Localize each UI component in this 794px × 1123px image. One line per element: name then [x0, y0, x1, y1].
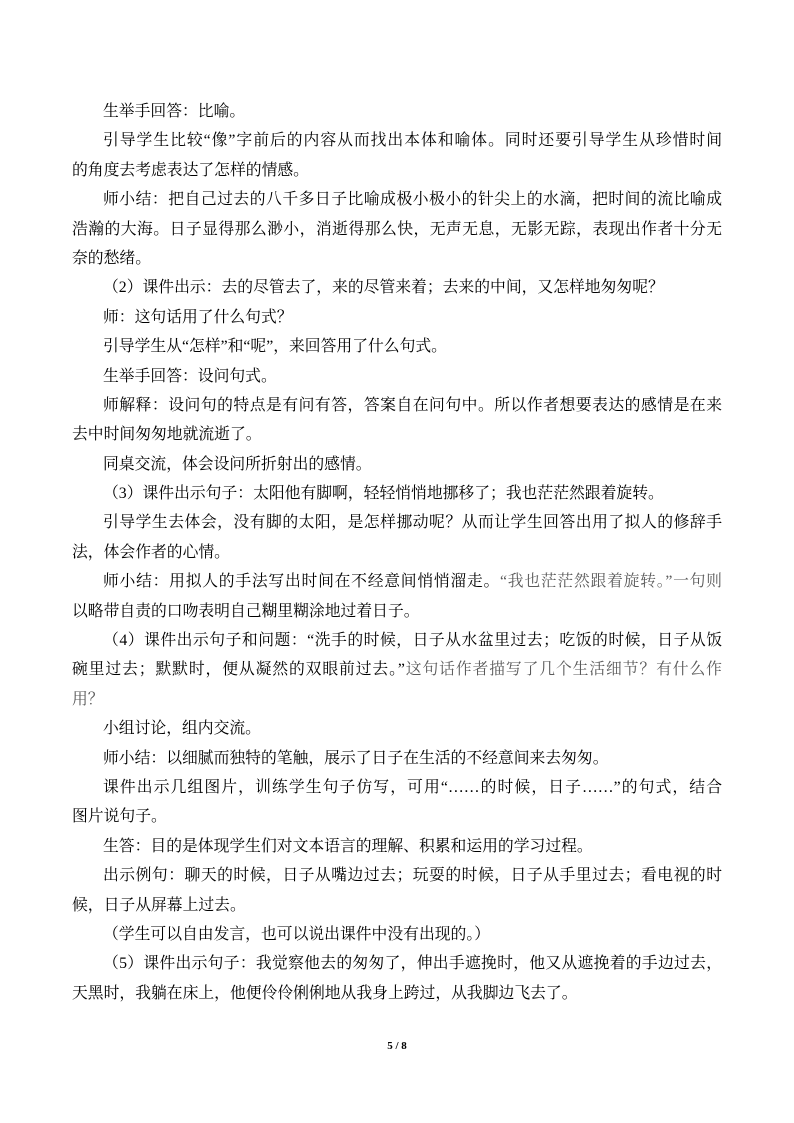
text-line	[72, 332, 722, 361]
text-segment: 出示例句：聊天的时候，日子从嘴边过去；玩耍的时候，日子从手里过去；看电视的时	[103, 867, 722, 885]
text-segment: 生举手回答：设问句式。	[103, 367, 277, 385]
paragraph	[72, 479, 722, 508]
text-segment: 浩瀚的大海。日子显得那么渺小，消逝得那么快，无声无息，无影无踪，表现出作者十分无	[72, 220, 722, 238]
paragraph	[72, 567, 722, 626]
paragraph	[72, 949, 722, 1008]
text-line	[72, 450, 722, 479]
paragraph	[72, 508, 722, 567]
text-segment: （学生可以自由发言，也可以说出课件中没有出现的。）	[103, 925, 491, 943]
text-line	[72, 920, 722, 949]
text-segment: 同桌交流，体会设问所折射出的感情。	[103, 455, 372, 473]
text-line	[72, 508, 722, 537]
text-line	[72, 773, 722, 802]
paragraph	[72, 714, 722, 743]
text-segment: （5）课件出示句子：我觉察他去的匆匆了，伸出手遮挽时，他又从遮挽着的手边过去，	[103, 955, 722, 973]
gray-text-segment: 用？	[72, 690, 104, 708]
page-number: 5 / 8	[387, 1040, 407, 1052]
text-line	[72, 597, 722, 626]
text-line	[72, 626, 722, 655]
text-line	[72, 273, 722, 302]
text-line	[72, 156, 722, 185]
paragraph	[72, 773, 722, 832]
text-segment: 引导学生比较“像”字前后的内容从而找出本体和喻体。同时还要引导学生从珍惜时间	[103, 132, 722, 150]
text-segment: 候，日子从屏幕上过去。	[72, 896, 246, 914]
text-segment: 天黑时，我躺在床上，他便伶伶俐俐地从我身上跨过，从我脚边飞去了。	[72, 984, 578, 1002]
text-line	[72, 567, 722, 596]
text-segment: 师解释：设问句的特点是有问有答，答案自在问句中。所以作者想要表达的感情是在来	[103, 396, 722, 414]
text-segment: 生答：目的是体现学生们对文本语言的理解、积累和运用的学习过程。	[103, 837, 593, 855]
text-line	[72, 362, 722, 391]
paragraph	[72, 185, 722, 273]
text-segment: 小组讨论，组内交流。	[103, 720, 261, 738]
text-segment: 以略带自责的口吻表明自己糊里糊涂地过着日子。	[72, 602, 420, 620]
text-line	[72, 391, 722, 420]
paragraph	[72, 832, 722, 861]
text-segment: 去中时间匆匆地就流逝了。	[72, 426, 262, 444]
text-segment: 图片说句子。	[72, 808, 167, 826]
text-line	[72, 655, 722, 684]
text-line	[72, 832, 722, 861]
paragraph	[72, 920, 722, 949]
text-segment: 师小结：把自己过去的八千多日子比喻成极小极小的针尖上的水滴，把时间的流比喻成	[103, 191, 722, 209]
text-line	[72, 891, 722, 920]
text-segment: 师小结：以细腻而独特的笔触，展示了日子在生活的不经意间来去匆匆。	[103, 749, 609, 767]
lesson-plan-body	[72, 97, 722, 1008]
paragraph	[72, 362, 722, 391]
text-segment: （4）课件出示句子和问题：“洗手的时候，日子从水盆里过去；吃饭的时候，日子从饭	[103, 632, 722, 650]
paragraph	[72, 126, 722, 185]
paragraph	[72, 861, 722, 920]
text-line	[72, 126, 722, 155]
text-segment: 师小结：用拟人的手法写出时间在不经意间悄悄溜走。	[103, 573, 501, 591]
text-line	[72, 303, 722, 332]
text-segment: （2）课件出示：去的尽管去了，来的尽管来着；去来的中间，又怎样地匆匆呢？	[103, 279, 664, 297]
text-segment: （3）课件出示句子：太阳他有脚啊，轻轻悄悄地挪移了；我也茫茫然跟着旋转。	[103, 485, 664, 503]
paragraph	[72, 626, 722, 714]
text-segment: 的角度去考虑表达了怎样的情感。	[72, 161, 309, 179]
text-segment: 引导学生从“怎样”和“呢”，来回答用了什么句式。	[103, 338, 447, 356]
text-line	[72, 802, 722, 831]
text-line	[72, 244, 722, 273]
text-line	[72, 949, 722, 978]
text-segment: 师：这句话用了什么句式？	[103, 308, 293, 326]
text-segment: 引导学生去体会，没有脚的太阳，是怎样挪动呢？从而让学生回答出用了拟人的修辞手	[103, 514, 722, 532]
text-line	[72, 861, 722, 890]
text-line	[72, 979, 722, 1008]
paragraph	[72, 273, 722, 302]
text-segment: 碗里过去；默默时，便从凝然的双眼前过去。”	[72, 661, 405, 679]
paragraph	[72, 332, 722, 361]
text-segment: 课件出示几组图片，训练学生句子仿写，可用“……的时候，日子……”的句式，结合	[103, 778, 722, 796]
text-line	[72, 185, 722, 214]
gray-text-segment: “我也茫茫然跟着旋转。”一句则	[500, 573, 722, 591]
text-segment: 法，体会作者的心情。	[72, 543, 230, 561]
text-segment: 奈的愁绪。	[72, 249, 151, 267]
paragraph	[72, 744, 722, 773]
gray-text-segment: 这句话作者描写了几个生活细节？有什么作	[404, 661, 722, 679]
text-line	[72, 538, 722, 567]
paragraph	[72, 450, 722, 479]
text-line	[72, 215, 722, 244]
text-line	[72, 97, 722, 126]
paragraph	[72, 303, 722, 332]
paragraph	[72, 97, 722, 126]
text-segment: 生举手回答：比喻。	[103, 103, 246, 120]
paragraph	[72, 391, 722, 450]
text-line	[72, 420, 722, 449]
text-line	[72, 744, 722, 773]
text-line	[72, 714, 722, 743]
text-line	[72, 685, 722, 714]
text-line	[72, 479, 722, 508]
